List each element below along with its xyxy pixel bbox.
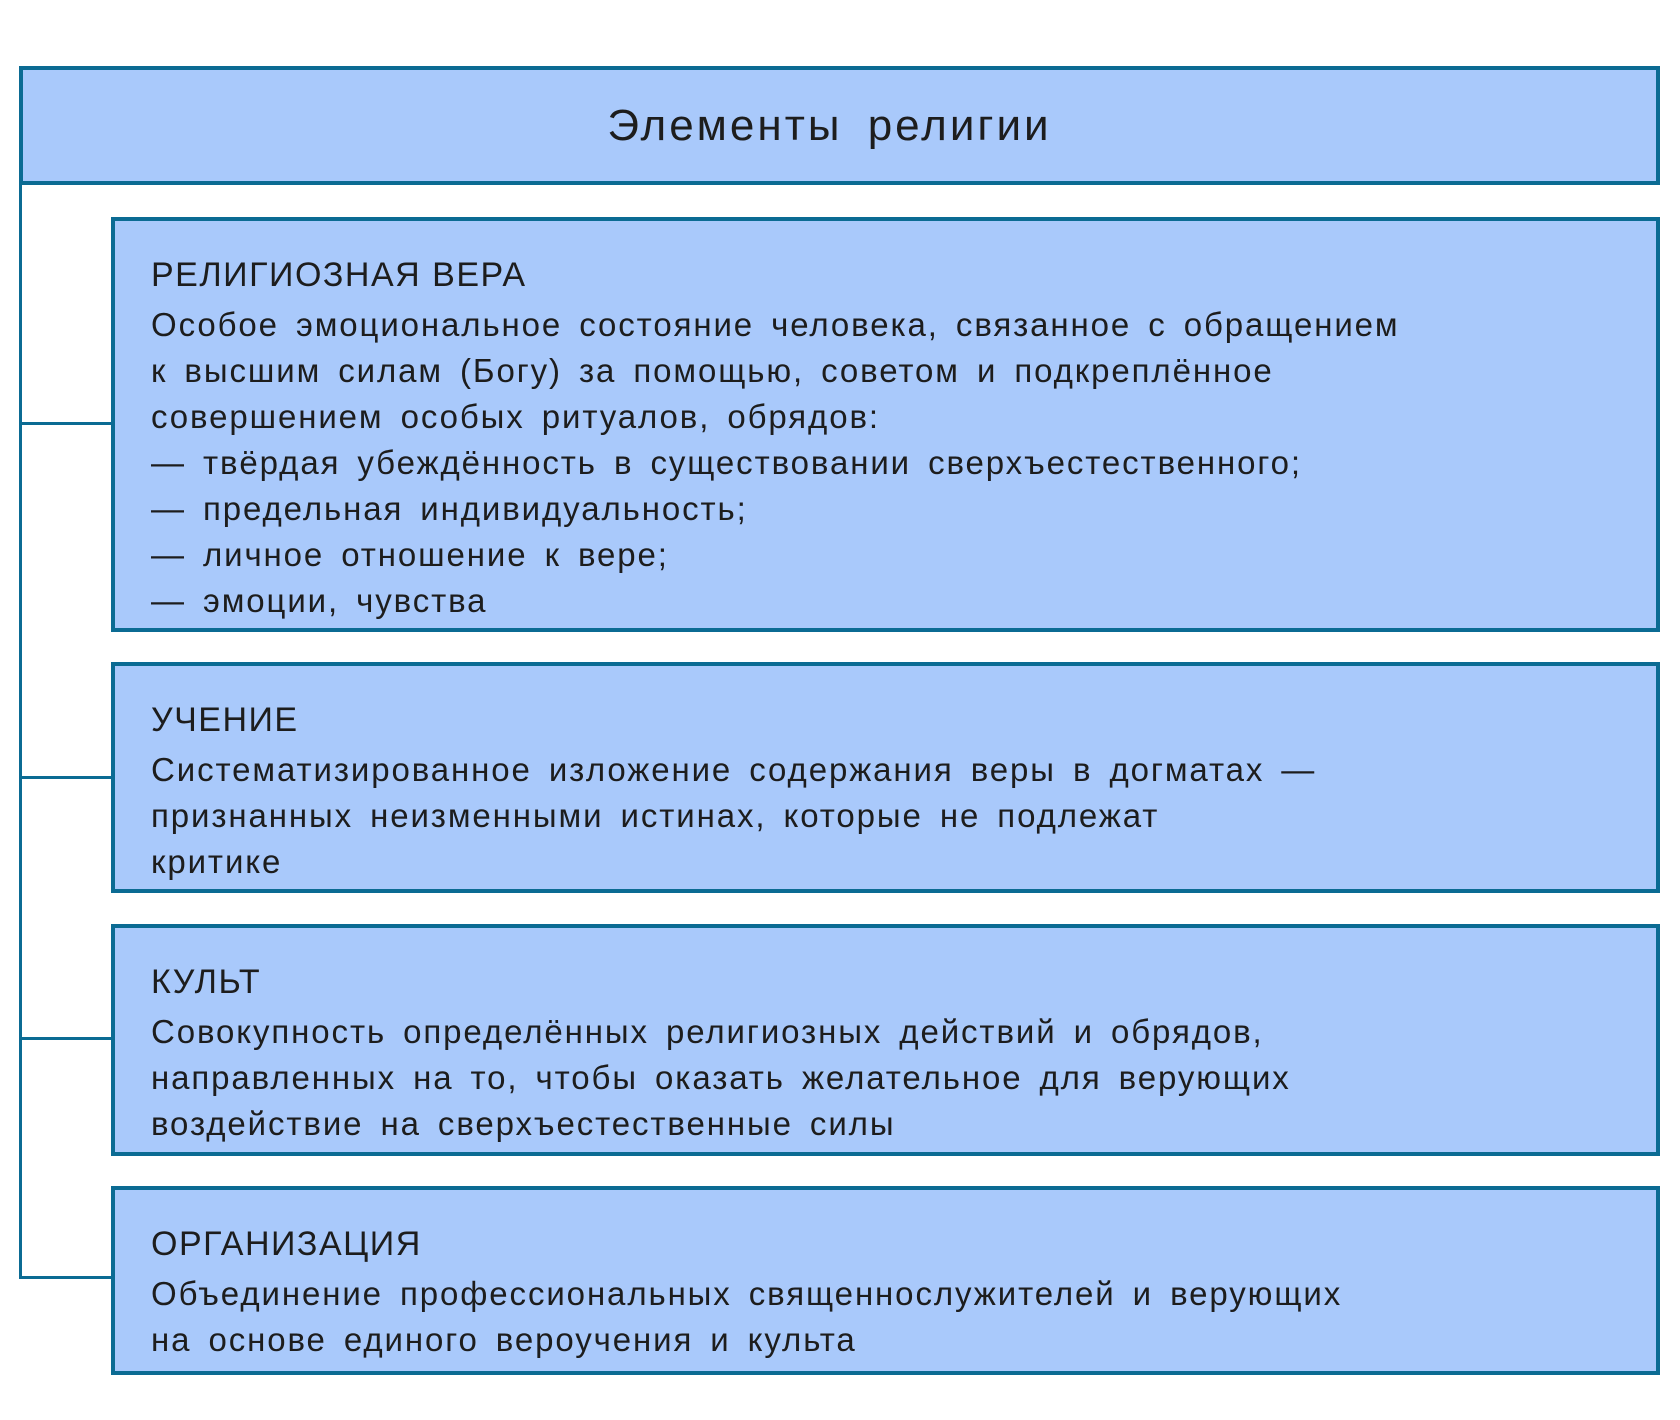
element-title: КУЛЬТ <box>151 963 262 1001</box>
element-box-cult <box>111 924 1660 1156</box>
connector-branch-doctrine <box>19 776 113 779</box>
element-box-organization <box>111 1186 1660 1375</box>
element-title: ОРГАНИЗАЦИЯ <box>151 1225 422 1263</box>
connector-branch-cult <box>19 1037 113 1040</box>
element-list-item: — эмоции, чувства <box>151 582 488 619</box>
element-description-line: признанных неизменными истинах, которые не подлежат <box>151 797 1160 834</box>
diagram-header <box>19 66 1660 185</box>
element-description-line: критике <box>151 843 283 880</box>
element-description-line: Совокупность определённых религиозных действий и обрядов, <box>151 1013 1264 1050</box>
diagram-title: Элементы религии <box>607 100 1052 150</box>
element-title: УЧЕНИЕ <box>151 701 299 739</box>
element-description-line: Особое эмоциональное состояние человека, связанное с обращением <box>151 306 1400 343</box>
element-box-doctrine <box>111 662 1660 893</box>
element-description-line: воздействие на сверхъестественные силы <box>151 1105 896 1142</box>
element-description-line: Систематизированное изложение содержания веры в догматах — <box>151 751 1317 788</box>
element-description-line: Объединение профессиональных священнослужителей и верующих <box>151 1275 1343 1312</box>
element-box-religious-faith <box>111 217 1660 632</box>
element-description-line: на основе единого вероучения и культа <box>151 1321 857 1358</box>
connector-branch-faith <box>19 422 113 425</box>
element-list-item: — личное отношение к вере; <box>151 536 669 573</box>
connector-branch-organization <box>19 1276 113 1279</box>
element-description-line: к высшим силам (Богу) за помощью, советом и подкреплённое <box>151 352 1274 389</box>
element-list-item: — твёрдая убеждённость в существовании сверхъестественного; <box>151 444 1302 481</box>
element-list-item: — предельная индивидуальность; <box>151 490 748 527</box>
element-description-line: совершением особых ритуалов, обрядов: <box>151 398 880 435</box>
element-description-line: направленных на то, чтобы оказать желательное для верующих <box>151 1059 1291 1096</box>
connector-trunk <box>19 183 22 1278</box>
element-title: РЕЛИГИОЗНАЯ ВЕРА <box>151 256 527 294</box>
